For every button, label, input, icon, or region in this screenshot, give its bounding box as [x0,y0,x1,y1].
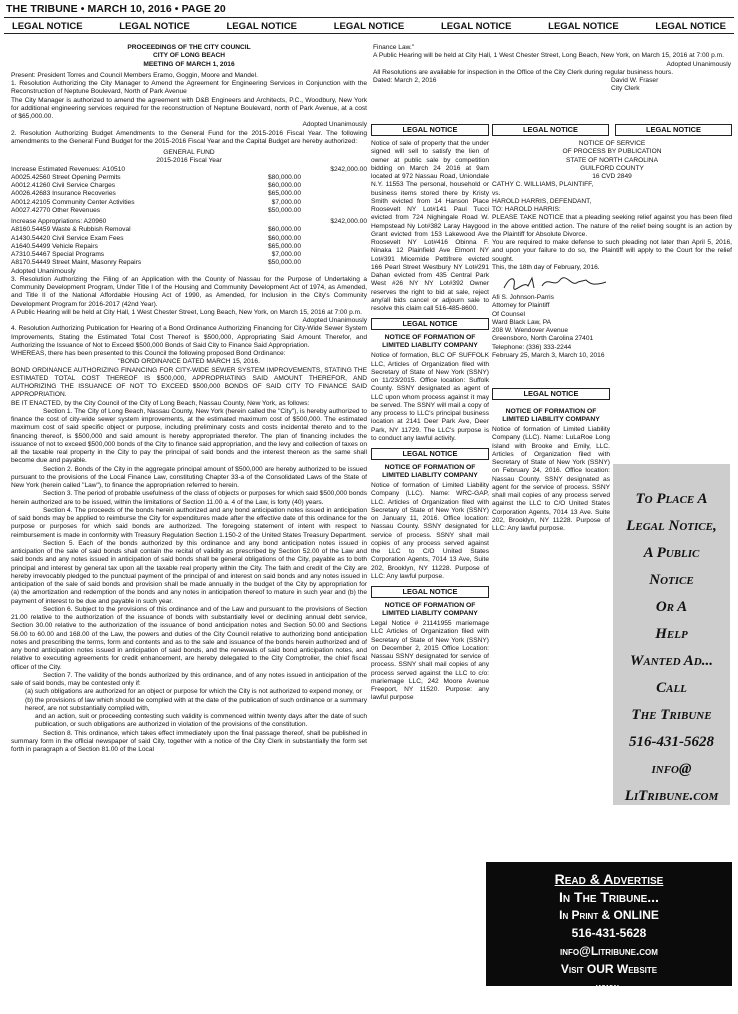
section-3: Section 3. The period of probable usefulness of the class of objects or purposes for which said $500,000 bonds herein authorized are to be issued, within the limitations of Section 11.00 a. 4 of the Law, is forty (40) years. [11,490,367,506]
ad-line: info@ [651,761,692,777]
appropriation-amount: $50,000.00 [267,259,301,267]
revenue-amount: $7,000.00 [271,198,301,206]
ad-line: A Public [643,545,700,561]
narrow-notices-column [371,124,489,984]
promo-line: Visit OUR Website [560,962,658,976]
wrc-notice-text: Notice of formation of Limited Liability Company (LLC). Name: WRC-GAP, LLC. Articles of Organization filed with Secretary of State of New York (SSNY) on January 11, 2016. Office location: Nassau County. SSNY designated for service of process. SSNY shall mail copies of any process served against the LLC to C/O United States Corporation Agents, 7014 13 Ave, Suite 202, Brooklyn, NY 11228. Purpose of LLC: Any lawful purpose. [371,482,489,580]
bond-ordinance-caption: BOND ORDINANCE AUTHORIZING FINANCING FOR CITY-WIDE SEWER SYSTEM IMPROVEMENTS, STATING THE ESTIMATED TOTAL COST THEREOF IS $500,000, APPROPRIATING SAID AMOUNT THEREFOR, AND AUTHORIZING THE ISSUANCE OF NOT TO EXCEED $500,000 BONDS OF SAID CITY TO FINANCE SAID APPROPRIATION. [11,366,367,399]
defendant: HAROLD HARRIS, DEFENDANT, [492,197,592,205]
public-hearing: A Public Hearing will be held at City Hall, 1 West Chester Street, Long Beach, New York, on March 15, 2016 at 7:00 p.m. [373,52,724,60]
lularoe-notice-text: Notice of formation of Limited Liability Company (LLC). Name: LuLaRoe Long Island with Brooke and Emily, LLC. Articles of Organization filed with Secretary of State of New York (SSNY) on February 24, 2016. Office location: Nassau County. SSNY designated as agent for the service of process. SSNY shall mail copies of any process served against the LLC to C/O United States Corporation Agents, 7014 13 Ave. Suite 202, Brooklyn, NY 11228. Purpose of LLC: Any lawful purpose. [492,426,610,532]
section-7a: (a) such obligations are authorized for an object or purpose for which the City is not authorized to expend money, or [25,688,362,696]
attorney-name: Afi S. Johnson-Parris [492,294,554,301]
service-county: GUILFORD COUNTY [580,164,644,172]
header-rule [4,17,734,18]
appropriations-heading: Increase Appropriations: A20960 [11,218,107,225]
resolution-3: 3. Resolution Authorizing the Filing of an Application with the County of Nassau for the Purpose of Undertaking a Community Development Program, Under Title I of the Housing and Community Development Act of 1974, as Amended, and Title II of the National Affordable Housing Act of 1990, as Amended, for Inclusion in the City's Community Development Program for 2016-2017 (42nd Year). [11,275,367,308]
ad-line: Notice [649,572,694,588]
legal-notice-label: LEGAL NOTICE [492,388,610,400]
revenues-heading: Increase Estimated Revenues: A10510 [11,165,125,173]
promo-website: Litribune.com [575,998,643,1012]
service-notice [492,124,732,382]
legal-notice-label: LEGAL NOTICE [226,21,298,32]
service-subtitle: OF PROCESS BY PUBLICATION [562,148,662,156]
mariemage-notice-text: Legal Notice # 21141955 mariemage LLC Articles of Organization filed with Secretary of State of New York (SSNY) on December 2, 2015 Office Location: Nassau SSNY designated for service of process. SSNY shall mail copies of any process served against the LLC to c/o: mariemage LLC, 242 Moore Avenue Freeport, NY 11520. Purpose: any lawful purpose [371,620,489,702]
appropriation-amount: $7,000.00 [271,251,301,258]
resolution-4: 4. Resolution Authorizing Publication for Hearing of a Bond Ordinance Authorizing Financing for City-Wide Sewer System Improvements, Stating the Estimated Total Cost Thereof is $500,000, Appropriating Said Amount Therefor, and Authorizing the Issuance of Not to Exceed $500,000 Bonds of Said City to Finance Said Appropriation. [11,325,367,349]
clerk-name: David W. Fraser [611,77,659,84]
all-resolutions: All Resolutions are available for inspection in the Office of the City Clerk during regular business hours. [373,68,674,76]
fiscal-year: 2015-2016 Fiscal Year [156,157,222,165]
general-fund-title: GENERAL FUND [163,149,215,156]
clerk-title: City Clerk [611,85,640,93]
legal-notice-label: LEGAL NOTICE [655,21,726,32]
appropriation-line: A7310.54467 Special Programs [11,251,105,258]
legal-notice-bar [4,20,734,34]
adopted-text: Adopted Unanimously [666,60,731,68]
plaintiff: CATHY C. WILLIAMS, PLAINTIFF, [492,181,594,189]
ad-line: Help [655,626,688,642]
dated-row [373,77,731,85]
adopted-text: Adopted Unanimously [302,121,367,129]
legal-notice-label: LEGAL NOTICE [615,124,732,136]
promo-line: www. [596,980,622,994]
resolution-1-body: The City Manager is authorized to amend the agreement with D&B Engineers and Architects, P.C., Woodbury, New York for additional engineering services required for the reconstruction of Neptune Boulevard, north of Park Avenue, at a cost of $65,000.00. [11,96,367,120]
promo-email: info@Litribune.com [560,944,658,958]
revenue-amount: $60,000.00 [267,182,301,189]
ad-phone: 516-431-5628 [629,734,714,750]
section-2: Section 2. Bonds of the City in the aggregate principal amount of $500,000 are hereby authorized to be issued pursuant to the provisions of the Local Finance Law, constituting Chapter 33-a of the Consolidated Laws of the State of New York (herein called "Law"), to finance the appropriation referred to herein. [11,465,367,489]
law-firm: Ward Black Law, PA [492,318,551,326]
present-line: Present: President Torres and Council Members Eramo, Goggin, Moore and Mandel. [11,71,258,79]
attorney-title: Attorney for Plaintiff [492,302,550,310]
revenues-table [11,166,367,216]
appropriation-line: A1430.54420 Civil Service Exam Fees [11,234,124,242]
council-continuation [373,44,731,119]
ad-line: Call [656,680,687,696]
revenue-amount: $65,000.00 [267,190,301,198]
promo-heading: Read & Advertise [554,871,664,887]
legal-notice-label: LEGAL NOTICE [492,124,609,136]
legal-notice-label: LEGAL NOTICE [333,21,405,32]
ad-line: Wanted Ad... [629,653,713,669]
appropriation-amount: $60,000.00 [267,234,301,242]
lularoe-notice [492,388,610,618]
council-meeting: MEETING OF MARCH 1, 2016 [143,60,235,68]
revenue-amount: $50,000.00 [267,206,301,214]
sale-notice-text: Notice of sale of property that the under signed will sell to satisfy the lien of owner at public sale by competition bidding on March 24 2016 at 9am located at 972 Nassau Road, Uniondale N.Y. 11553 The personal, household or business items stored there by Kristy Smith evicted from 14 Hanson Place Roosevelt NY Lot#141 Paul Tucci evicted from 724 Nighingale Road W. Hempstead Ny Lot#382 Laray Haygood Grant evicted from 153 Lakewood Ave Roosevelt NY Lot#416 Obinna F. Ninaka 12 Plainfield Ave Elmont NY Lot#391 Micemide Pettifrere evicted 166 Pearl Street Westbury NY Lot#291 Dahan evicted from 435 Central Park West #26 NY NY Lot#392 Owner reserves the right to bid at sale, reject any/all bids cancel or adjourn sale to resolve this claim call 516-485-8600. [371,140,489,312]
service-paragraph: You are required to make defense to such pleading not later than April 5, 2016, and upon your failure to do so, the Plaintiff will apply to the Court for the relief sought. [492,239,732,263]
notice-title: NOTICE OF FORMATION OF LIMITED LIABILITY COMPANY [502,408,600,423]
page-header: THE TRIBUNE • MARCH 10, 2016 • PAGE 20 [6,3,226,15]
resolution-1: 1. Resolution Authorizing the City Manager to Amend the Agreement for Engineering Services in Conjunction with the Reconstruction of Neptune Boulevard, North of Park Avenue [11,80,367,96]
section-5: Section 5. Each of the bonds authorized by this ordinance and any bond anticipation notes issued in anticipation of the sale of said bonds shall contain the recital of validity as prescribed by Section 52.00 of the Law and said bonds and any notes issued in anticipation of said bonds shall be general obligations of the City, payable as to both principal and interest by general tax upon all the taxable real property within the City. The faith and credit of the City are hereby irrevocably pledged to the punctual payment of the principal of and interest on said bonds and any notes issued in anticipation of the sale of said bonds and provision shall be made annually in the budget of the City by appropriation for (a) the amortization and redemption of the bonds and any notes in anticipation thereof to mature in such year and (b) the payment of interest to be due and payable in such year. [11,539,367,605]
service-paragraph: PLEASE TAKE NOTICE that a pleading seeking relief against you has been filed in the above entitled action. The nature of the relief being sought is an action by the Plaintiff for Absolute Divorce. [492,214,732,238]
appropriations-table [11,218,367,268]
section-4: Section 4. The proceeds of the bonds herein authorized and any bond anticipation notes issued in anticipation of said bonds may be applied to reimburse the City for expenditures made after the effective date of this ordinance for the purpose or purposes for which said bonds are authorized. The foregoing statement of intent with respect to reimbursement is made in conformity with Treasury Regulation Section 1.150-2 of the United States Treasury Department. [11,506,367,539]
section-7c: and an action, suit or proceeding contesting such validity is commenced within twenty days after the date of such publication, or such obligations are authorized in violation of the provisions of the constitution. [35,713,367,729]
notice-title: NOTICE OF FORMATION OF LIMITED LIABLITY COMPANY [382,464,478,479]
adopted-text: Adopted Unanimously [302,317,367,324]
section-7b: (b) the provisions of law which should be complied with at the date of the publication of such ordinance or a summary hereof, are not substantially complied with, [25,696,367,712]
resolution-4-whereas: WHEREAS, there has been presented to this Council the following proposed Bond Ordinance: [11,350,286,357]
ad-line: To Place A [635,491,708,507]
council-city: CITY OF LONG BEACH [152,52,226,60]
resolution-2: 2. Resolution Authorizing Budget Amendments to the General Fund for the 2015-2016 Fiscal Year. The following amendments to the General Fund Budget for the 2015-2016 Fiscal Year and the Capital Budget are hereby authorized: [11,129,367,145]
adopted-text: Adopted Unanimously [11,267,76,275]
bond-ordinance-title: "BOND ORDINANCE DATED MARCH 15, 2016. [118,358,260,366]
section-7: Section 7. The validity of the bonds authorized by this ordinance, and of any notes issued in anticipation of the sale of said bonds, may be contested only if: [11,671,367,687]
legal-notice-label: LEGAL NOTICE [371,586,489,598]
service-title: NOTICE OF SERVICE [578,140,646,147]
legal-notice-label: LEGAL NOTICE [119,21,190,32]
service-date: This, the 18th day of February, 2016. [492,263,600,271]
legal-notice-label: LEGAL NOTICE [440,21,512,32]
promo-line: In The Tribune... [559,889,659,905]
case-number: 16 CVD 2849 [592,173,632,180]
signature-scribble [502,274,612,294]
service-state: STATE OF NORTH CAROLINA [566,156,658,164]
ad-line: Legal Notice, [626,518,717,534]
revenue-line: A0026.42683 Insurance Recoveries [11,190,116,198]
legal-notice-label: LEGAL NOTICE [371,318,489,330]
revenue-amount: $80,000.00 [267,173,301,181]
revenues-total: $242,000.00 [330,165,367,173]
council-title: PROCEEDINGS OF THE CITY COUNCIL [127,44,251,51]
appropriations-total: $242,000.00 [330,218,367,225]
section-8: Section 8. This ordinance, which takes effect immediately upon the final passage thereof, shall be published in summary form in the official newspaper of said City, together with a notice of the City Clerk in substantially the form set forth in paragraph a of Section 81.00 of the Local [11,729,367,753]
resolution-3-hearing: A Public Hearing will be held at City Hall, 1 West Chester Street, Long Beach, New York, on March 15, 2016 at 7:00 p.m. [11,308,362,316]
blc-notice-text: Notice of formation, BLC OF SUFFOLK LLC, Articles of Organization filed with Secretary of State of New York (SSNY) on 11/23/2015. Office location: Suffolk County. SSNY designated as agent of LLC upon whom process against it may be served. The SSNY will mail a copy of any process to LLC's principal business location at 2141 Deer Park Ave, Deer Park, NY 11729. The LLC's purpose is to conduct any lawful activity. [371,352,489,442]
revenue-line: A0012.41260 Civil Service Charges [11,182,116,189]
be-it-enacted: BE IT ENACTED, by the City Council of the City of Long Beach, Nassau County, New York, as follows: [11,399,310,407]
notice-title: NOTICE OF FORMATION OF LIMITED LIABLITY COMPANY [382,334,478,350]
appropriation-line: A8170.54449 Street Maint, Masonry Repairs [11,259,142,267]
finance-law: Finance Law." [373,44,415,51]
dated-line: Dated: March 2, 2016 [373,77,437,84]
appropriation-amount: $65,000.00 [267,242,301,250]
publication-dates: February 25, March 3, March 10, 2016 [492,351,605,359]
notice-title: NOTICE OF FORMATION OF LIMITED LIABLITY COMPANY [382,602,478,617]
appropriation-line: A8160.54459 Waste & Rubbish Removal [11,226,131,234]
ad-website: LiTribune.com [624,788,719,804]
to-line: TO: HAROLD HARRIS: [492,206,561,213]
read-advertise-promo [486,862,732,1012]
promo-line: In Print & ONLINE [559,908,659,922]
legal-notice-label: LEGAL NOTICE [371,448,489,460]
section-1: Section 1. The City of Long Beach, Nassau County, New York (herein called the "City"), is hereby authorized to finance the cost of city-wide sewer system improvements, at the estimated maximum cost of $500,000. The estimated maximum cost of said specific object or purpose, including preliminary costs and costs incidental thereto and to the financing thereof, is $500,000 and said amount is hereby appropriated therefor. The plan of financing includes the issuance of not to exceed $500,000 bonds of the City to finance said appropriation, and the levy and collection of taxes on all the taxable real property in the City to pay the principal of said bonds and the interest thereon as the same shall become due and payable. [11,407,367,465]
place-notice-ad [613,464,730,805]
revenue-line: A0012.42105 Community Center Activities [11,198,135,206]
firm-city: Greensboro, North Carolina 27401 [492,335,594,343]
firm-address: 208 W. Wendover Avenue [492,327,569,334]
signature [492,274,732,294]
promo-phone: 516-431-5628 [571,926,647,940]
legal-notice-label: LEGAL NOTICE [12,21,83,32]
firm-phone: Telephone: (336) 333-2244 [492,343,572,351]
legal-notice-label: LEGAL NOTICE [371,124,489,136]
revenue-line: A0025.42560 Street Opening Permits [11,173,121,181]
of-counsel: Of Counsel [492,310,525,318]
council-proceedings [11,44,367,984]
revenue-line: A0027.42770 Other Revenues [11,206,101,214]
appropriation-line: A1640.54499 Vehicle Repairs [11,242,98,250]
versus: vs. [492,189,501,197]
legal-notice-label: LEGAL NOTICE [548,21,619,32]
ad-line: The Tribune [631,707,712,723]
ad-line: Or A [655,599,688,615]
appropriation-amount: $60,000.00 [267,226,301,234]
section-6: Section 6. Subject to the provisions of this ordinance and of the Law and pursuant to the provisions of Section 21.00 relative to the authorization of the issuance of bonds with substantially level or declining annual debt service, Section 30.00 relative to the authorization of the issuance of bond anticipation notes and Section 50.00 and Sections 56.00 to 60.00 and 168.00 of the Law, the powers and duties of the City Council relative to authorizing bond anticipation notes and prescribing the terms, form and contents and as to the sale and issuance of the bonds herein authorized and of any bond anticipation notes issued in anticipation of said bonds, and the renewals of said bond anticipation notes, and relative to executing agreements for credit enhancement, are hereby delegated to the City Comptroller, the chief fiscal officer of the City. [11,605,367,671]
